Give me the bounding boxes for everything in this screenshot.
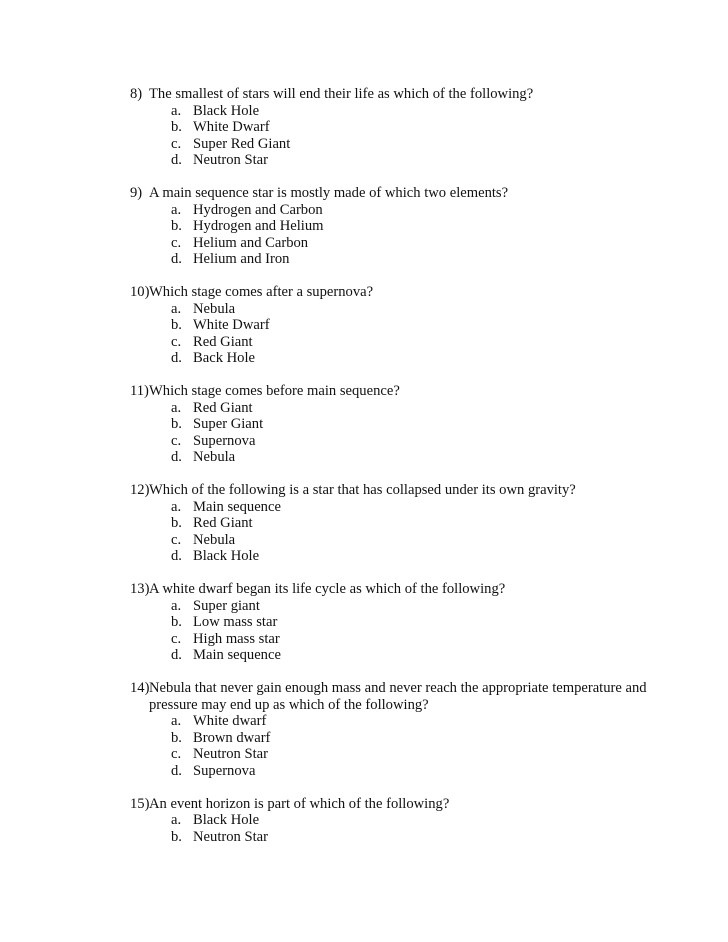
option-text: Back Hole bbox=[193, 350, 256, 366]
question-number: 13) bbox=[130, 581, 150, 597]
option-letter: a. bbox=[171, 399, 182, 416]
option-text: Red Giant bbox=[193, 515, 253, 531]
question-14 bbox=[130, 680, 690, 779]
option-text: Neutron Star bbox=[193, 746, 268, 762]
option-text: Red Giant bbox=[193, 333, 253, 350]
option-list bbox=[130, 598, 690, 664]
question-number: 14) bbox=[130, 680, 150, 696]
question-number: 11) bbox=[130, 383, 149, 399]
question-number: 15) bbox=[130, 795, 150, 812]
option-text: High mass star bbox=[193, 630, 280, 647]
option-text: Super giant bbox=[193, 597, 260, 614]
option-text: White Dwarf bbox=[193, 317, 270, 333]
option-item bbox=[130, 235, 690, 252]
option-item bbox=[130, 763, 690, 780]
option-item bbox=[130, 301, 690, 318]
option-item bbox=[130, 713, 690, 730]
question-text: Which stage comes after a supernova? bbox=[149, 284, 374, 300]
option-text: Brown dwarf bbox=[193, 729, 271, 746]
option-letter: d. bbox=[171, 647, 182, 663]
option-item bbox=[130, 829, 690, 846]
option-item bbox=[130, 548, 690, 565]
option-letter: c. bbox=[171, 630, 182, 647]
option-item bbox=[130, 499, 690, 516]
option-letter: a. bbox=[171, 597, 182, 614]
option-text: Helium and Carbon bbox=[193, 234, 309, 251]
option-list bbox=[130, 812, 690, 845]
option-letter: b. bbox=[171, 614, 182, 630]
option-text: Low mass star bbox=[193, 614, 278, 630]
option-text: Supernova bbox=[193, 762, 256, 779]
option-text: Supernova bbox=[193, 432, 256, 449]
option-letter: a. bbox=[171, 201, 182, 218]
option-letter: b. bbox=[171, 729, 182, 746]
option-item bbox=[130, 317, 690, 334]
question-8 bbox=[130, 86, 690, 169]
option-letter: d. bbox=[171, 152, 182, 168]
option-item bbox=[130, 730, 690, 747]
question-text: Which of the following is a star that has collapsed under its own gravity? bbox=[149, 482, 576, 498]
option-item bbox=[130, 251, 690, 268]
option-letter: d. bbox=[171, 548, 182, 564]
question-11 bbox=[130, 383, 690, 466]
option-text: Nebula bbox=[193, 531, 236, 548]
question-number: 9) bbox=[130, 185, 143, 201]
option-letter: a. bbox=[171, 498, 182, 515]
option-item bbox=[130, 152, 690, 169]
question-number: 10) bbox=[130, 284, 150, 300]
question-9 bbox=[130, 185, 690, 268]
question-text: A white dwarf began its life cycle as which of the following? bbox=[149, 581, 506, 597]
option-letter: a. bbox=[171, 713, 182, 729]
option-list bbox=[130, 202, 690, 268]
option-item bbox=[130, 400, 690, 417]
question-text: The smallest of stars will end their life as which of the following? bbox=[149, 86, 534, 102]
option-item bbox=[130, 433, 690, 450]
option-text: Super Giant bbox=[193, 416, 264, 432]
option-letter: b. bbox=[171, 416, 182, 432]
option-item bbox=[130, 202, 690, 219]
option-letter: a. bbox=[171, 300, 182, 317]
option-list bbox=[130, 499, 690, 565]
option-list bbox=[130, 400, 690, 466]
question-text: Nebula that never gain enough mass and never reach the appropriate temperature and pressure may end up as which of the following? bbox=[149, 680, 647, 713]
option-item bbox=[130, 136, 690, 153]
option-item bbox=[130, 515, 690, 532]
option-letter: b. bbox=[171, 119, 182, 135]
option-item bbox=[130, 631, 690, 648]
option-text: Main sequence bbox=[193, 498, 281, 515]
option-item bbox=[130, 647, 690, 664]
quiz-questions bbox=[130, 86, 690, 862]
option-letter: b. bbox=[171, 317, 182, 333]
option-list bbox=[130, 103, 690, 169]
option-text: Hydrogen and Helium bbox=[193, 218, 324, 234]
option-letter: c. bbox=[171, 135, 182, 152]
option-letter: b. bbox=[171, 828, 182, 845]
option-letter: c. bbox=[171, 531, 182, 548]
option-list bbox=[130, 301, 690, 367]
option-text: Black Hole bbox=[193, 548, 260, 564]
option-letter: b. bbox=[171, 218, 182, 234]
option-text: Main sequence bbox=[193, 647, 281, 663]
option-text: Nebula bbox=[193, 300, 236, 317]
option-text: Black Hole bbox=[193, 102, 260, 119]
option-item bbox=[130, 812, 690, 829]
option-text: Neutron Star bbox=[193, 828, 268, 845]
question-13 bbox=[130, 581, 690, 664]
option-letter: b. bbox=[171, 515, 182, 531]
option-item bbox=[130, 103, 690, 120]
option-item bbox=[130, 416, 690, 433]
option-text: Super Red Giant bbox=[193, 135, 291, 152]
option-letter: c. bbox=[171, 234, 182, 251]
option-item bbox=[130, 746, 690, 763]
question-number: 8) bbox=[130, 86, 143, 102]
question-text: Which stage comes before main sequence? bbox=[149, 383, 400, 399]
option-text: Neutron Star bbox=[193, 152, 268, 168]
option-text: Red Giant bbox=[193, 399, 253, 416]
option-item bbox=[130, 119, 690, 136]
option-text: Nebula bbox=[193, 449, 236, 465]
question-12 bbox=[130, 482, 690, 565]
option-text: White dwarf bbox=[193, 713, 267, 729]
option-letter: a. bbox=[171, 102, 182, 119]
option-item bbox=[130, 334, 690, 351]
question-text: An event horizon is part of which of the following? bbox=[149, 795, 450, 812]
option-item bbox=[130, 350, 690, 367]
option-text: Helium and Iron bbox=[193, 251, 290, 267]
option-list bbox=[130, 713, 690, 779]
option-letter: d. bbox=[171, 350, 182, 366]
option-letter: d. bbox=[171, 449, 182, 465]
option-letter: a. bbox=[171, 812, 182, 828]
option-item bbox=[130, 532, 690, 549]
option-item bbox=[130, 218, 690, 235]
option-letter: d. bbox=[171, 251, 182, 267]
question-number: 12) bbox=[130, 482, 150, 498]
option-text: White Dwarf bbox=[193, 119, 270, 135]
option-letter: c. bbox=[171, 333, 182, 350]
question-text: A main sequence star is mostly made of which two elements? bbox=[149, 185, 509, 201]
option-item bbox=[130, 598, 690, 615]
option-text: Black Hole bbox=[193, 812, 260, 828]
question-15 bbox=[130, 796, 690, 846]
option-letter: c. bbox=[171, 432, 182, 449]
question-10 bbox=[130, 284, 690, 367]
option-letter: d. bbox=[171, 762, 182, 779]
option-item bbox=[130, 614, 690, 631]
option-item bbox=[130, 449, 690, 466]
option-text: Hydrogen and Carbon bbox=[193, 201, 323, 218]
option-letter: c. bbox=[171, 746, 182, 762]
